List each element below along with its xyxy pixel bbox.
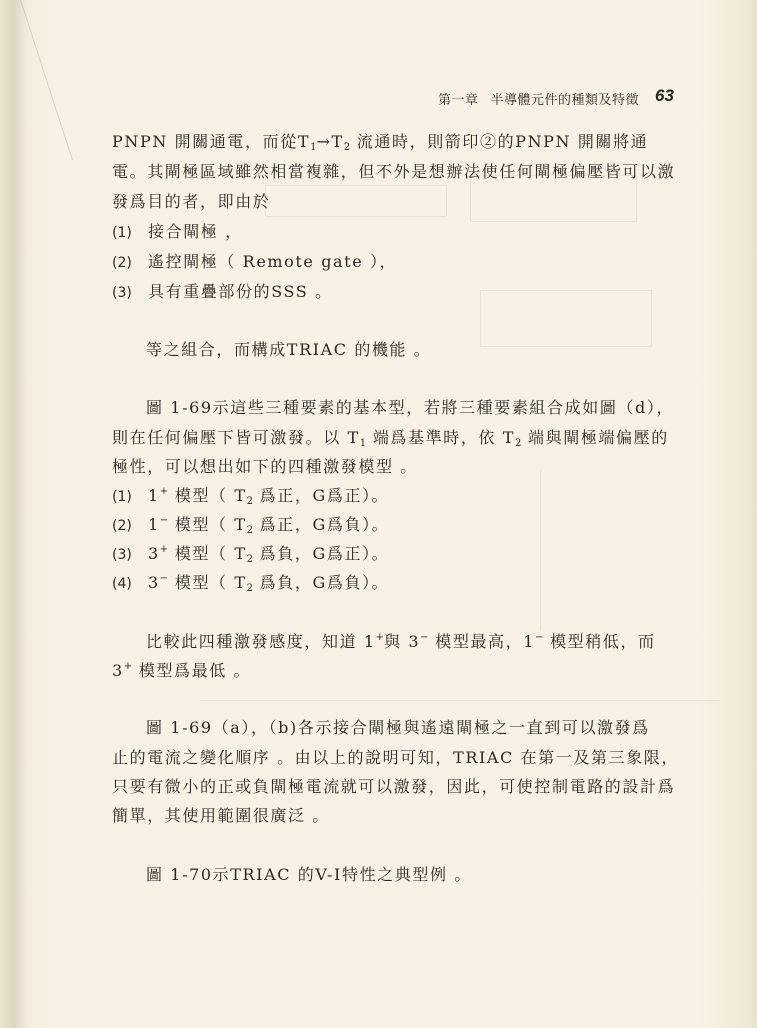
show-through-box (480, 290, 652, 347)
text-line: 比較此四種激發感度，知道 1+與 3− 模型最高，1− 模型稍低，而 (146, 632, 656, 651)
text-line: 則在任何偏壓下皆可激發。以 $T_1$ 端爲基準時，依 $T_2$ 端與閘極端偏壓的 (112, 428, 669, 449)
list-item: (1) 接合閘極 ， (112, 222, 243, 241)
chapter-title: 半導體元件的種類及特徵 (490, 93, 640, 108)
list-item: (2) 1− 模型（ $T_2$ 爲正，G爲負）。 (112, 515, 390, 536)
text-line: 只要有微小的正或負閘極電流就可以激發，因此，可使控制電路的設計爲 (112, 777, 676, 796)
text-line: 止的電流之變化順序 。由以上的說明可知，TRIAC 在第一及第三象限， (112, 748, 680, 767)
text-line: 圖 1-69示這些三種要素的基本型，若將三種要素組合成如圖（d）， (146, 398, 675, 417)
running-head (438, 89, 639, 108)
list-item: (1) 1+ 模型（ $T_2$ 爲正，G爲正）。 (112, 486, 390, 507)
text-line: 電。其閘極區域雖然相當複雜，但不外是想辦法使任何閘極偏壓皆可以激 (112, 162, 676, 181)
text-line: 圖 1-69（a），（b)各示接合閘極與遙遠閘極之一直到可以激發爲 (146, 718, 650, 737)
text-line: PNPN 開關通電，而從$T_1\to T_2$ 流通時，則箭印②的PNPN 開關將通 (112, 132, 649, 153)
list-item: (3) 3+ 模型（ $T_2$ 爲負，G爲正）。 (112, 544, 390, 565)
text-line: 圖 1-70示TRIAC 的V-I特性之典型例 。 (146, 865, 472, 884)
show-through-line (540, 470, 542, 630)
show-through-box (470, 175, 637, 222)
text-line: 發爲目的者，即由於 (112, 192, 271, 211)
text-line: 簡單，其使用範圍很廣泛 。 (112, 806, 330, 825)
show-through-box (265, 185, 447, 217)
text-line: 等之組合，而構成TRIAC 的機能 。 (146, 340, 432, 359)
page-number: 63 (655, 86, 674, 105)
list-item: (2) 遙控閘極（ Remote gate ）， (112, 252, 398, 271)
chapter-label: 第一章 (438, 93, 479, 108)
text-line: 極性，可以想出如下的四種激發模型 。 (112, 457, 418, 476)
list-item: (3) 具有重疊部份的SSS 。 (112, 282, 333, 301)
text-line: 3+ 模型爲最低 。 (112, 661, 252, 680)
list-item: (4) 3− 模型（ $T_2$ 爲負，G爲負）。 (112, 573, 390, 594)
